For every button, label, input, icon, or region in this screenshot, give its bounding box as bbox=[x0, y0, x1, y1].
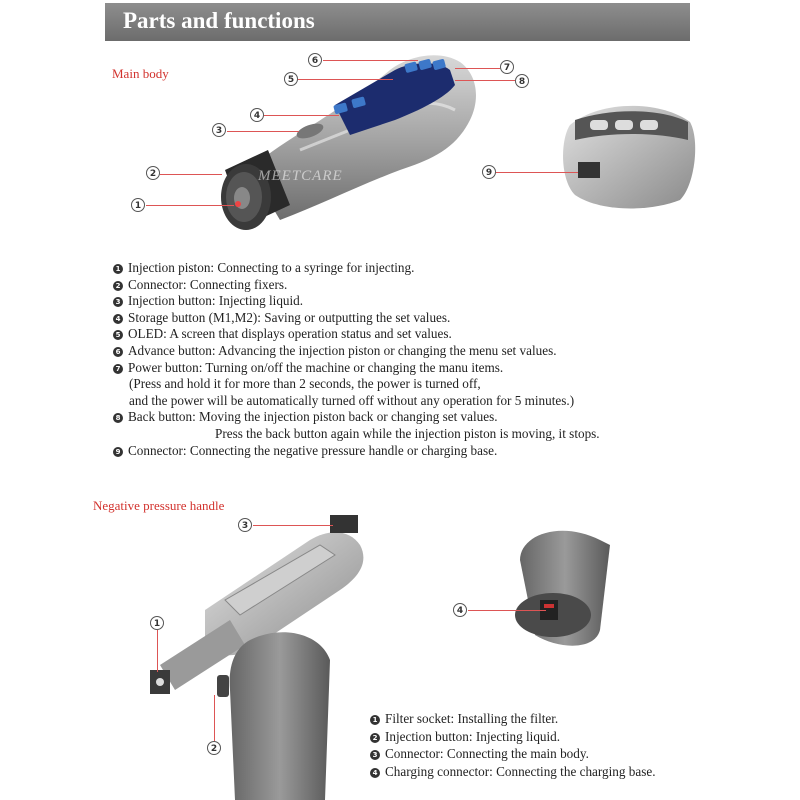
item-number: 2 bbox=[113, 281, 123, 291]
callout-5: 5 bbox=[284, 72, 298, 86]
item-continuation: Press the back button again while the injection piston is moving, it stops. bbox=[215, 425, 600, 441]
page-title: Parts and functions bbox=[123, 8, 315, 33]
item-number: 1 bbox=[370, 715, 380, 725]
leader-line bbox=[468, 610, 546, 611]
item-continuation: (Press and hold it for more than 2 seconds, the power is turned off, bbox=[129, 376, 481, 392]
item-text: Injection button: Injecting liquid. bbox=[385, 728, 561, 744]
item-text: Charging connector: Connecting the charging base. bbox=[385, 763, 656, 779]
main-body-title: Main body bbox=[112, 66, 169, 81]
callout-8: 8 bbox=[515, 74, 529, 88]
item-text: Connector: Connecting the main body. bbox=[385, 746, 589, 761]
item-number: 4 bbox=[370, 768, 380, 778]
item-text: Back button: Moving the injection piston back or changing set values. bbox=[128, 409, 498, 425]
watermark: MEETCARE bbox=[258, 168, 343, 184]
callout-2: 2 bbox=[146, 166, 160, 180]
item-number: 3 bbox=[113, 297, 123, 307]
list-item bbox=[370, 728, 656, 746]
item-text: Advance button: Advancing the injection piston or changing the menu set values. bbox=[128, 342, 557, 358]
handle-callout-1: 1 bbox=[150, 616, 164, 630]
list-item bbox=[370, 745, 656, 763]
item-continuation: and the power will be automatically turned off without any operation for 5 minutes.) bbox=[129, 392, 575, 408]
callout-7: 7 bbox=[500, 60, 514, 74]
item-number: 8 bbox=[113, 413, 123, 423]
item-number: 4 bbox=[113, 314, 123, 324]
callout-3: 3 bbox=[212, 123, 226, 137]
item-text: OLED: A screen that displays operation status and set values. bbox=[128, 326, 452, 342]
item-number: 3 bbox=[370, 750, 380, 760]
handle-section-title: Negative pressure handle bbox=[93, 498, 225, 513]
item-number: 6 bbox=[113, 347, 123, 357]
item-number: 9 bbox=[113, 447, 123, 457]
item-text: Connector: Connecting fixers. bbox=[128, 276, 288, 292]
handle-parts-list bbox=[370, 710, 656, 780]
item-number: 2 bbox=[370, 733, 380, 743]
callout-1: 1 bbox=[131, 198, 145, 212]
leader-line bbox=[214, 695, 215, 741]
item-text: Storage button (M1,M2): Saving or outputting the set values. bbox=[128, 309, 451, 325]
leader-line bbox=[253, 525, 333, 526]
callout-4: 4 bbox=[250, 108, 264, 122]
item-text: Power button: Turning on/off the machine or changing the manu items. bbox=[128, 359, 504, 375]
list-item bbox=[370, 710, 656, 728]
list-item bbox=[370, 763, 656, 781]
handle-callout-4: 4 bbox=[453, 603, 467, 617]
item-number: 7 bbox=[113, 364, 123, 374]
callout-6: 6 bbox=[308, 53, 322, 67]
item-number: 1 bbox=[113, 264, 123, 274]
item-text: Filter socket: Installing the filter. bbox=[385, 711, 559, 726]
callout-9: 9 bbox=[482, 165, 496, 179]
item-text: Connector: Connecting the negative pressure handle or charging base. bbox=[128, 442, 498, 458]
item-number: 5 bbox=[113, 330, 123, 340]
handle-callout-2: 2 bbox=[207, 741, 221, 755]
handle-callout-3: 3 bbox=[238, 518, 252, 532]
item-text: Injection button: Injecting liquid. bbox=[128, 293, 304, 309]
leader-line bbox=[157, 630, 158, 672]
item-text: Injection piston: Connecting to a syringe for injecting. bbox=[128, 260, 415, 275]
